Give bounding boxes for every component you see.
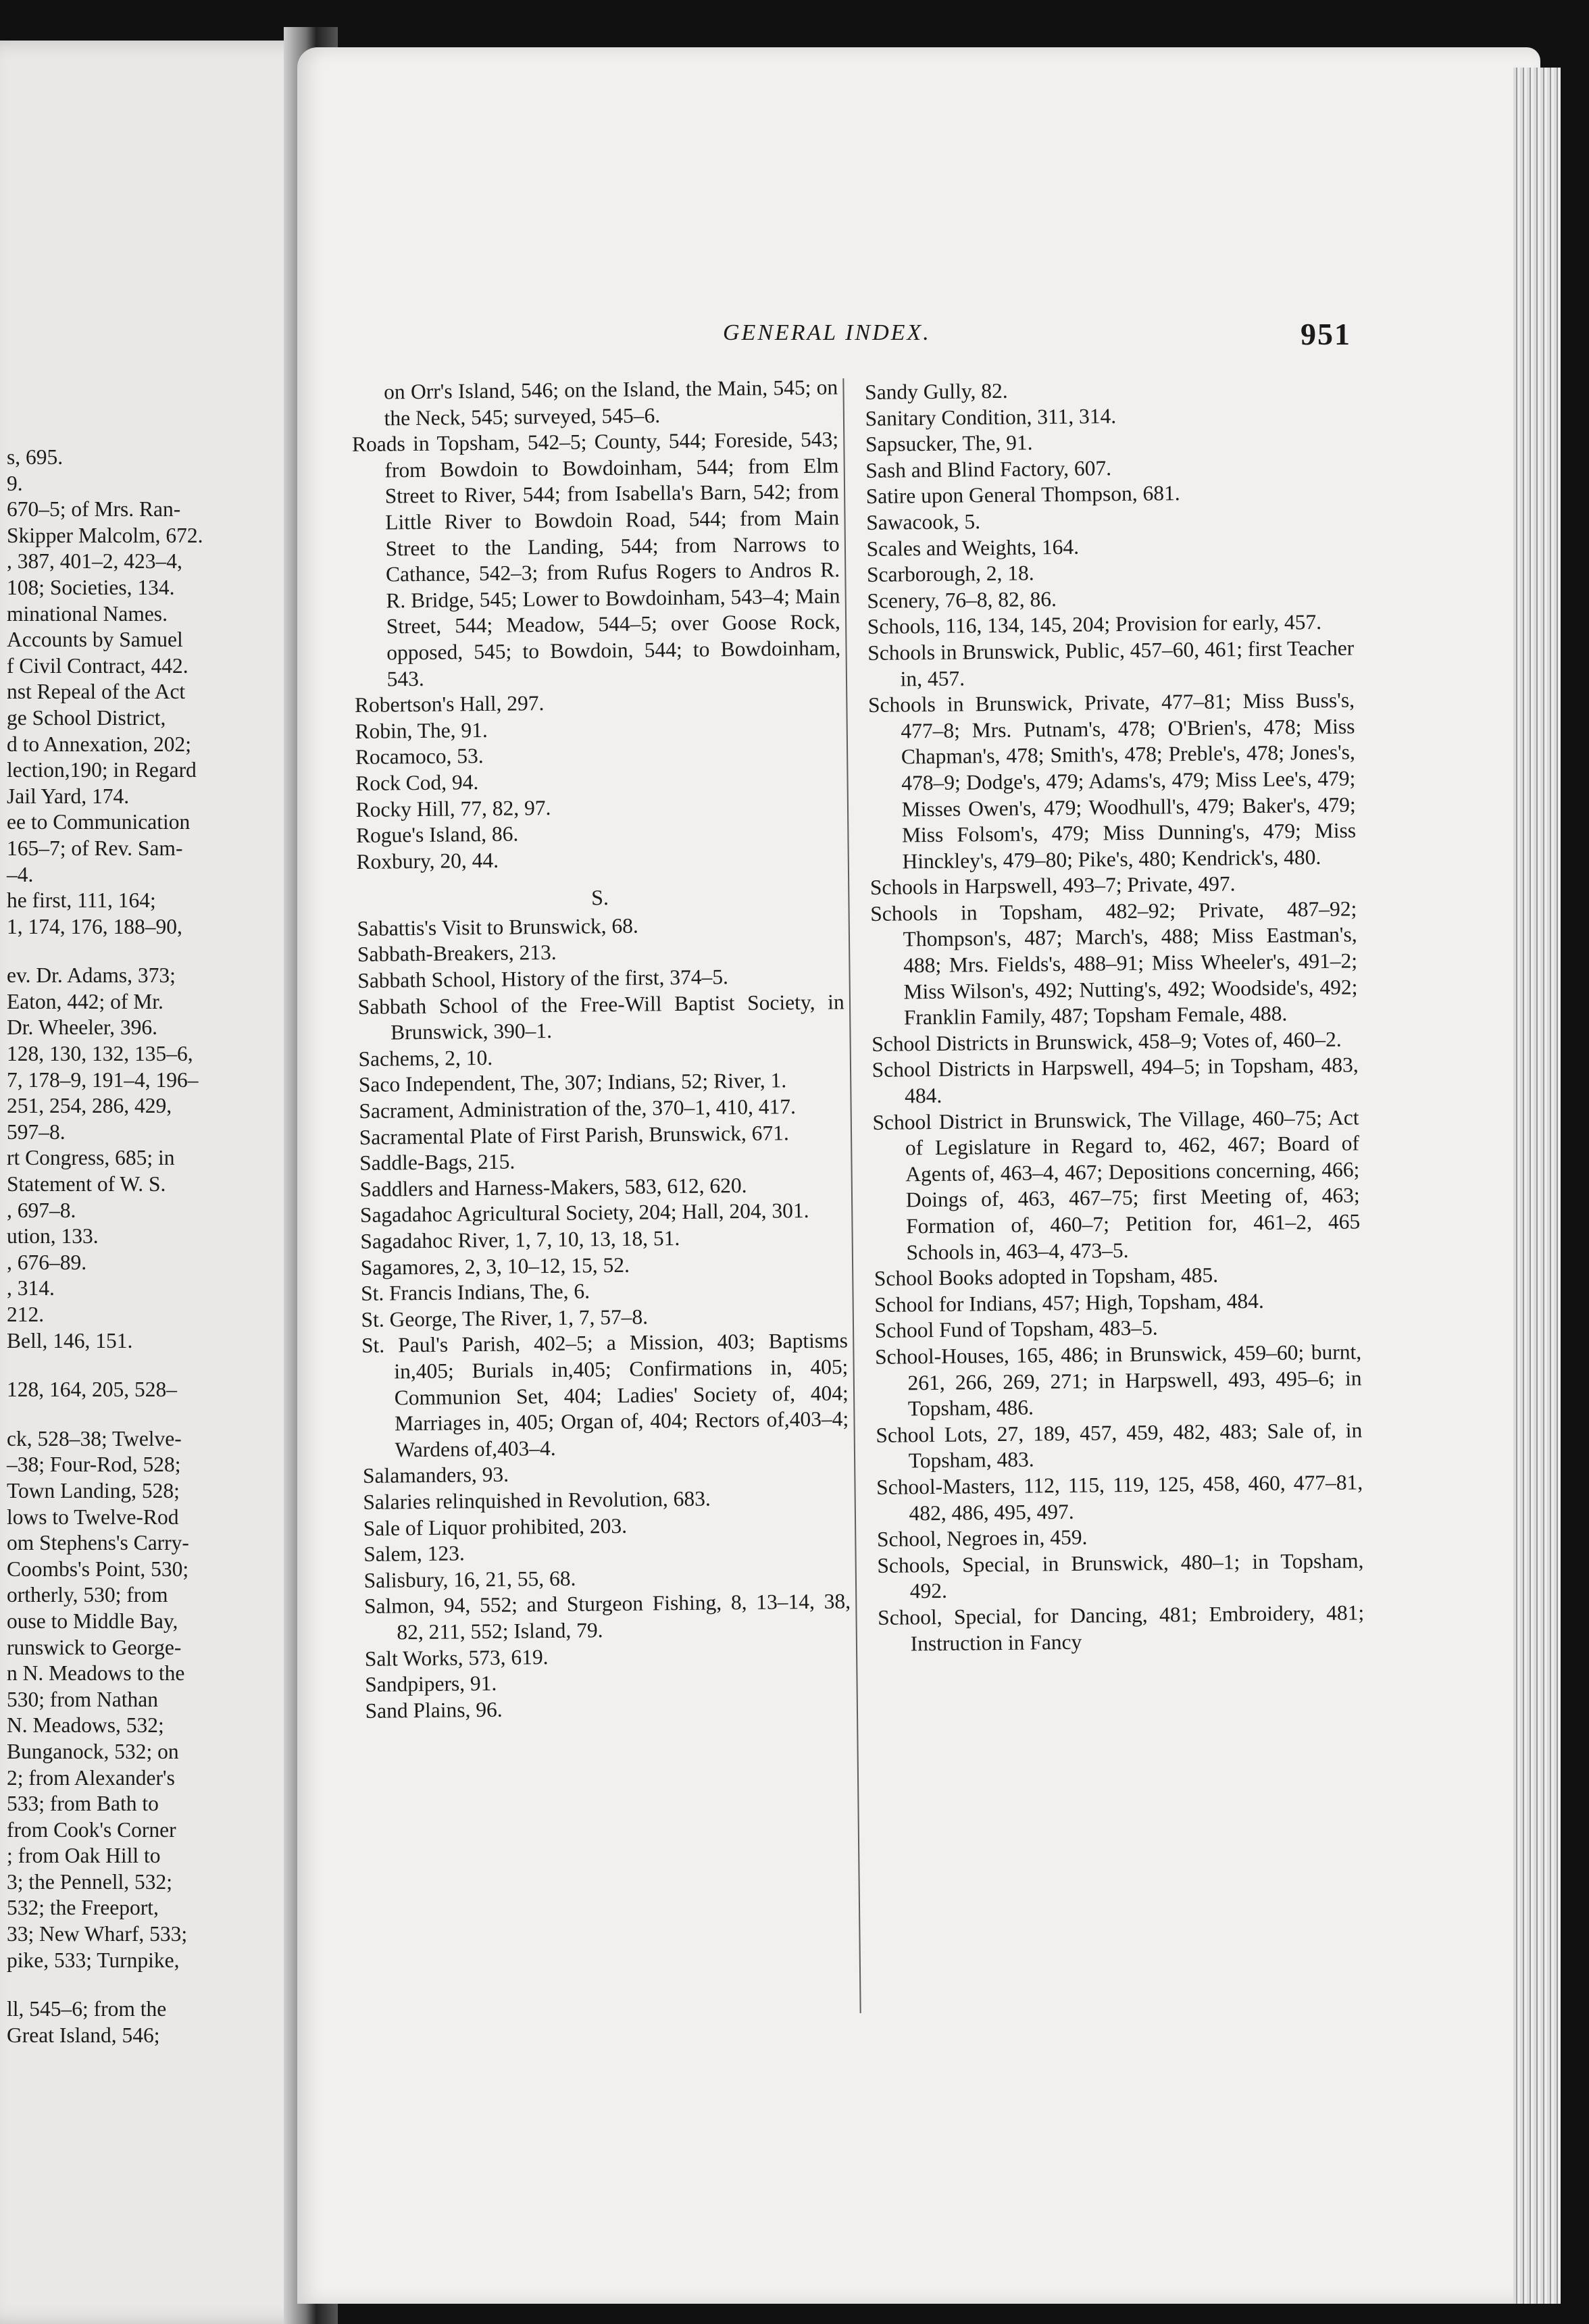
left-page-line: s, 695.: [7, 445, 64, 469]
left-page-line: 128, 164, 205, 528–: [7, 1378, 177, 1402]
index-entry: Sagadahoc Agricultural Society, 204; Hall, 204, 301.: [359, 1198, 809, 1228]
left-page-line: from Cook's Corner: [7, 1817, 176, 1842]
index-entry: Rocamoco, 53.: [355, 744, 484, 769]
left-page-line: Eaton, 442; of Mr.: [7, 989, 163, 1013]
left-page-line: 7, 178–9, 191–4, 196–: [7, 1067, 199, 1092]
left-page-line: ortherly, 530; from: [7, 1583, 168, 1607]
index-entry: School Lots, 27, 189, 457, 459, 482, 483; Sale of, in Topsham, 483.: [876, 1418, 1363, 1473]
index-entry: Scarborough, 2, 18.: [866, 561, 1034, 587]
left-page-line: 2; from Alexander's: [7, 1765, 175, 1790]
left-page-line: 108; Societies, 134.: [7, 575, 175, 599]
left-page: [0, 41, 318, 2324]
left-page-line: pike, 533; Turnpike,: [7, 1948, 180, 1972]
left-page-line: 533; from Bath to: [7, 1792, 159, 1816]
index-entry: Sachems, 2, 10.: [358, 1045, 493, 1071]
index-letter-heading: S.: [590, 885, 609, 910]
left-page-line: d to Annexation, 202;: [7, 732, 191, 756]
left-page-line: 1, 174, 176, 188–90,: [7, 914, 182, 938]
running-title: GENERAL INDEX.: [723, 320, 931, 345]
blank-line: [0, 940, 270, 963]
index-column-left: [351, 374, 852, 1724]
index-entry: Sabattis's Visit to Brunswick, 68.: [357, 913, 638, 940]
left-page-line: ck, 528–38; Twelve-: [7, 1426, 182, 1450]
left-page-line: lows to Twelve-Rod: [7, 1505, 179, 1529]
index-entry: Schools in Brunswick, Private, 477–81; Miss Buss's, 477–8; Mrs. Putnam's, 478; O'Brien's, 478; Miss Chapman's, 478; Smith's, 478; Preble's, 478; Jones's, 478–9; Dodge's, 479; Adams's, 479; Miss Lee's, 479; Misses Owen's, 479; Woodhull's, 479; Baker's, 479; Miss Folsom's, 479; Miss Dunning's, 479; Miss Hinckley's, 479–80; Pike's, 480; Kendrick's, 480.: [867, 688, 1357, 874]
index-entry: Schools in Topsham, 482–92; Private, 487–92; Thompson's, 487; March's, 488; Miss Eastman's, 488; Mrs. Fields's, 488–91; Miss Wheeler's, 491–2; Miss Wilson's, 492; Nutting's, 492; Woodside's, 492; Franklin Family, 487; Topsham Female, 488.: [870, 896, 1358, 1030]
left-page-line: 165–7; of Rev. Sam-: [7, 836, 183, 860]
left-page-line: n N. Meadows to the: [7, 1661, 185, 1686]
index-entry: Salem, 123.: [363, 1541, 465, 1567]
left-page-line: Great Island, 546;: [7, 2023, 160, 2047]
index-entry: School Fund of Topsham, 483–5.: [874, 1315, 1158, 1343]
page-number: 951: [1301, 317, 1351, 351]
page-header: [723, 316, 1351, 357]
left-page-line: Bell, 146, 151.: [7, 1328, 133, 1353]
left-page-line: Bunganock, 532; on: [7, 1739, 179, 1763]
index-entry: St. Francis Indians, The, 6.: [360, 1279, 590, 1306]
left-page-line: Skipper Malcolm, 672.: [7, 523, 203, 547]
left-page-line: ll, 545–6; from the: [7, 1997, 167, 2021]
index-entry: Rocky Hill, 77, 82, 97.: [355, 795, 551, 822]
index-entry: Salmon, 94, 552; and Sturgeon Fishing, 8, 13–14, 38, 82, 211, 552; Island, 79.: [363, 1589, 851, 1644]
left-page-line: , 314.: [7, 1276, 55, 1300]
index-entry: School, Special, for Dancing, 481; Embroidery, 481; Instruction in Fancy: [878, 1600, 1365, 1655]
index-entry: Sash and Blind Factory, 607.: [865, 455, 1112, 482]
index-entry: on Orr's Island, 546; on the Island, the Main, 545; on the Neck, 545; surveyed, 545–6.: [384, 375, 838, 430]
index-entry: Schools, Special, in Brunswick, 480–1; in Topsham, 492.: [877, 1548, 1364, 1603]
left-page-line: 532; the Freeport,: [7, 1896, 159, 1920]
left-page-line: , 697–8.: [7, 1198, 76, 1222]
left-page-line: he first, 111, 164;: [7, 888, 156, 913]
left-page-line: minational Names.: [7, 601, 168, 626]
index-entry: Sand Plains, 96.: [365, 1697, 503, 1723]
left-page-line: ev. Dr. Adams, 373;: [7, 963, 176, 988]
left-page-line: 670–5; of Mrs. Ran-: [7, 497, 181, 522]
left-page-line: , 676–89.: [7, 1250, 87, 1274]
index-entry: Robertson's Hall, 297.: [354, 691, 545, 717]
index-entry: Sandpipers, 91.: [365, 1671, 497, 1696]
index-entry: Sagamores, 2, 3, 10–12, 15, 52.: [360, 1253, 630, 1280]
index-entry: Salaries relinquished in Revolution, 683.: [363, 1486, 711, 1514]
left-page-line: om Stephens's Carry-: [7, 1531, 189, 1555]
index-entry: Schools, 116, 134, 145, 204; Provision for early, 457.: [867, 610, 1322, 639]
left-page-line: Jail Yard, 174.: [7, 784, 130, 808]
left-page-line: Dr. Wheeler, 396.: [7, 1015, 157, 1040]
index-entry: Sabbath School, History of the first, 374–5.: [357, 965, 729, 993]
left-page-line: Coombs's Point, 530;: [7, 1557, 189, 1581]
index-entry: Sale of Liquor prohibited, 203.: [363, 1513, 628, 1540]
index-entry: Roxbury, 20, 44.: [356, 848, 499, 874]
index-entry: School for Indians, 457; High, Topsham, 484.: [874, 1288, 1264, 1317]
blank-line: [0, 1354, 270, 1377]
index-entry: School, Negroes in, 459.: [876, 1525, 1088, 1552]
index-entry: School Books adopted in Topsham, 485.: [874, 1263, 1219, 1291]
left-page-line: 597–8.: [7, 1119, 66, 1144]
index-entry: Sanitary Condition, 311, 314.: [865, 403, 1117, 430]
left-page-line: ; from Oak Hill to: [7, 1844, 161, 1868]
index-entry: Scales and Weights, 164.: [866, 534, 1080, 561]
index-entry: Schools in Brunswick, Public, 457–60, 461; first Teacher in, 457.: [867, 636, 1355, 691]
left-page-line: –4.: [7, 862, 34, 886]
index-entry: St. Paul's Parish, 402–5; a Mission, 403; Baptisms in,405; Burials in,405; Confirmations in, 405; Communion Set, 404; Ladies' Society of, 404; Marriages in, 405; Organ of, 404; Rectors of,403–4; Wardens of,403–4.: [361, 1328, 849, 1462]
index-entry: Sabbath-Breakers, 213.: [357, 940, 557, 967]
index-entry: Robin, The, 91.: [355, 717, 488, 743]
left-page-line: runswick to George-: [7, 1635, 182, 1659]
index-entry: Sacramental Plate of First Parish, Brunswick, 671.: [359, 1120, 789, 1149]
index-entry: Salamanders, 93.: [362, 1462, 509, 1488]
index-entry: Sapsucker, The, 91.: [865, 430, 1033, 457]
index-entry: School Districts in Harpswell, 494–5; in Topsham, 483, 484.: [872, 1053, 1359, 1108]
left-page-line: ution, 133.: [7, 1224, 99, 1248]
index-entry: Sandy Gully, 82.: [865, 378, 1008, 404]
left-page-index-column: [0, 445, 270, 2048]
left-page-line: 9.: [7, 471, 23, 495]
blank-line: [0, 1403, 270, 1426]
index-entry: Saddlers and Harness-Makers, 583, 612, 620.: [359, 1173, 747, 1201]
left-page-line: lection,190; in Regard: [7, 758, 197, 782]
index-entry: Salisbury, 16, 21, 55, 68.: [363, 1566, 576, 1592]
left-page-line: 128, 130, 132, 135–6,: [7, 1042, 193, 1066]
left-page-line: 251, 254, 286, 429,: [7, 1094, 172, 1118]
left-page-line: –38; Four-Rod, 528;: [7, 1452, 181, 1477]
index-entry: Satire upon General Thompson, 681.: [865, 481, 1180, 509]
left-page-line: 530; from Nathan: [7, 1687, 158, 1711]
page-edges: [1513, 68, 1561, 2304]
left-page-line: ouse to Middle Bay,: [7, 1609, 178, 1633]
left-page-line: ge School District,: [7, 705, 166, 730]
left-page-line: 3; the Pennell, 532;: [7, 1869, 172, 1894]
left-page-line: ee to Communication: [7, 810, 191, 834]
index-entry: St. George, The River, 1, 7, 57–8.: [361, 1305, 649, 1332]
left-page-line: Statement of W. S.: [7, 1172, 166, 1196]
index-entry: Roads in Topsham, 542–5; County, 544; Foreside, 543; from Bowdoin to Bowdoinham, 544; from Elm Street to River, 544; from Isabella's Barn, 542; from Little River to Bowdoin Road, 544; from Main Street to the Landing, 544; from Narrows to Cathance, 542–3; from Rufus Rogers to Andros R. R. Bridge, 545; Lower to Bowdoinham, 543–4; Main Street, 544; Meadow, 544–5; over Goose Rock, opposed, 545; to Bowdoin, 544; to Bowdoinham, 543.: [351, 427, 841, 691]
left-page-line: Accounts by Samuel: [7, 628, 183, 652]
index-entry: School Districts in Brunswick, 458–9; Votes of, 460–2.: [872, 1027, 1342, 1056]
index-entry: School-Masters, 112, 115, 119, 125, 458, 460, 477–81, 482, 486, 495, 497.: [876, 1470, 1363, 1525]
index-entry: Rock Cod, 94.: [355, 769, 479, 795]
index-entry: Schools in Harpswell, 493–7; Private, 497.: [869, 872, 1236, 900]
index-entry: Rogue's Island, 86.: [355, 822, 519, 848]
left-page-line: Town Landing, 528;: [7, 1478, 180, 1502]
index-entry: Sacrament, Administration of the, 370–1, 410, 417.: [359, 1094, 797, 1123]
left-page-line: f Civil Contract, 442.: [7, 653, 188, 678]
blank-line: [0, 1973, 270, 1996]
left-page-line: rt Congress, 685; in: [7, 1146, 175, 1170]
left-page-line: N. Meadows, 532;: [7, 1713, 164, 1738]
left-page-line: 33; New Wharf, 533;: [7, 1922, 188, 1946]
index-entry: School-Houses, 165, 486; in Brunswick, 459–60; burnt, 261, 266, 269, 271; in Harpswell, 493, 495–6; in Topsham, 486.: [874, 1340, 1362, 1421]
index-entry: Scenery, 76–8, 82, 86.: [867, 586, 1057, 613]
index-entry: School District in Brunswick, The Village, 460–75; Act of Legislature in Regard to, 462, 467; Board of Agents of, 463–4, 467; Depositions concerning, 466; Doings of, 463, 467–75; first Meeting of, 463; Formation of, 460–7; Petition for, 461–2, 465 Schools in, 463–4, 473–5.: [872, 1105, 1361, 1265]
index-entry: Sawacook, 5.: [866, 509, 981, 534]
index-entry: Sagadahoc River, 1, 7, 10, 13, 18, 51.: [360, 1226, 680, 1253]
index-column-right: [865, 374, 1365, 1657]
index-entry: Saddle-Bags, 215.: [359, 1149, 515, 1176]
index-entry: Saco Independent, The, 307; Indians, 52; River, 1.: [358, 1068, 787, 1097]
left-page-line: nst Repeal of the Act: [7, 680, 186, 704]
index-entry: Sabbath School of the Free-Will Baptist Society, in Brunswick, 390–1.: [357, 990, 844, 1044]
left-page-line: , 387, 401–2, 423–4,: [7, 549, 182, 574]
index-entry: Salt Works, 573, 619.: [364, 1644, 549, 1671]
left-page-line: 212.: [7, 1303, 45, 1326]
